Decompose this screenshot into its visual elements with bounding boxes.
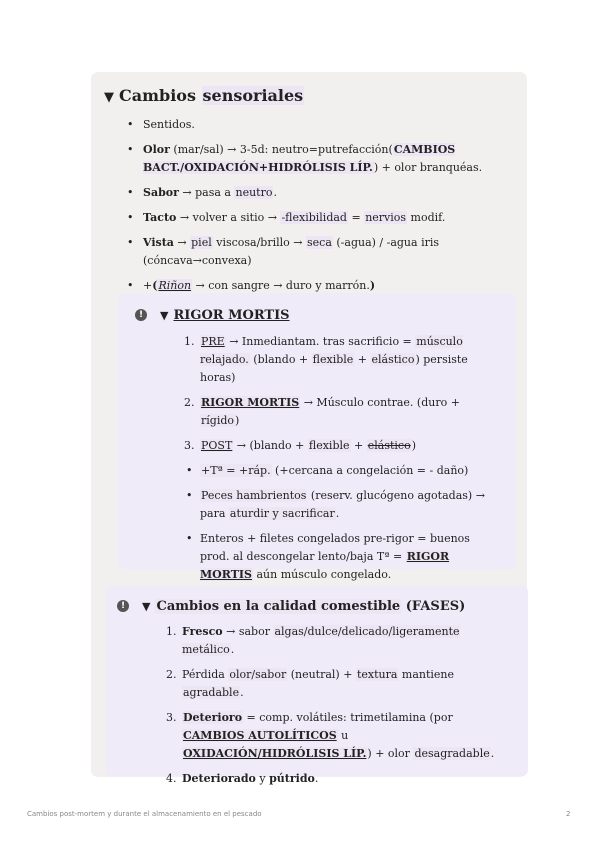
list-item: 1. Fresco → sabor algas/dulce/delicado/ligeramente metálico. <box>166 625 460 656</box>
page-number: 2 <box>566 810 571 818</box>
collapse-triangle-icon[interactable]: ▼ <box>104 90 114 105</box>
list-item: • Peces hambrientos (reserv. glucógeno agotadas) → para aturdir y sacrificar. <box>186 489 485 520</box>
list-item: • Enteros + filetes congelados pre-rigor = buenos prod. al descongelar lento/baja Tª = RIGOR MORTIS aún músculo congelado. <box>186 532 470 581</box>
list-item: 3. POST → (blando + flexible + elástico) <box>184 439 416 452</box>
list-item: 2. RIGOR MORTIS → Músculo contrae. (duro + rígido) <box>184 396 460 427</box>
list-item: • Tacto → volver a sitio → -flexibilidad = nervios modif. <box>127 209 517 227</box>
list-item: • Olor (mar/sal) → 3-5d: neutro=putrefacción(CAMBIOS BACT./OXIDACIÓN+HIDRÓLISIS LÍP.) + olor branquéas. <box>127 141 517 177</box>
callout-title: RIGOR MORTIS <box>173 308 290 323</box>
callout-calidad-comestible <box>106 586 528 785</box>
list-item: • Vista → piel viscosa/brillo → seca (-agua) / -agua iris (cóncava→convexa) <box>127 234 517 270</box>
fases-list <box>166 623 506 795</box>
heading-text: Cambios <box>119 86 202 105</box>
toggle-heading[interactable] <box>104 86 304 105</box>
sensory-list <box>127 116 517 302</box>
exclamation-bubble-icon: ! <box>117 600 129 612</box>
list-item: • Sentidos. <box>127 116 517 134</box>
list-item: • +Tª = +ráp. (+cercana a congelación = - daño) <box>186 464 469 477</box>
callout-rigor-mortis <box>118 293 516 581</box>
callout-title: Cambios en la calidad comestible <box>156 599 401 614</box>
list-item: 4. Deteriorado y pútrido. <box>166 772 319 785</box>
callout-heading[interactable] <box>160 308 290 323</box>
list-item: • Sabor → pasa a neutro. <box>127 184 517 202</box>
exclamation-bubble-icon: ! <box>135 309 147 321</box>
rinon-link[interactable]: Riñon <box>158 279 192 292</box>
page-footer: Cambios post-mortem y durante el almacenamiento en el pescado <box>27 810 262 818</box>
heading-highlight: sensoriales <box>202 86 304 105</box>
collapse-triangle-icon[interactable]: ▼ <box>142 600 151 613</box>
list-item: 3. Deterioro = comp. volátiles: trimetilamina (por CAMBIOS AUTOLÍTICOS u OXIDACIÓN/HIDRÓLISIS LÍP.) + olor desagradable. <box>166 711 495 760</box>
list-item: 2. Pérdida olor/sabor (neutral) + textura mantiene agradable. <box>166 668 455 699</box>
callout-heading[interactable]: ▼ Cambios en la calidad comestible (FASES) <box>142 599 466 614</box>
list-item: 1. PRE → Inmediantam. tras sacrificio = músculo relajado. (blando + flexible + elástico) persiste horas) <box>184 335 468 384</box>
rigor-list <box>184 333 502 591</box>
collapse-triangle-icon[interactable]: ▼ <box>160 309 169 322</box>
list-item: • +(Riñon → con sangre → duro y marrón.) <box>127 277 517 295</box>
